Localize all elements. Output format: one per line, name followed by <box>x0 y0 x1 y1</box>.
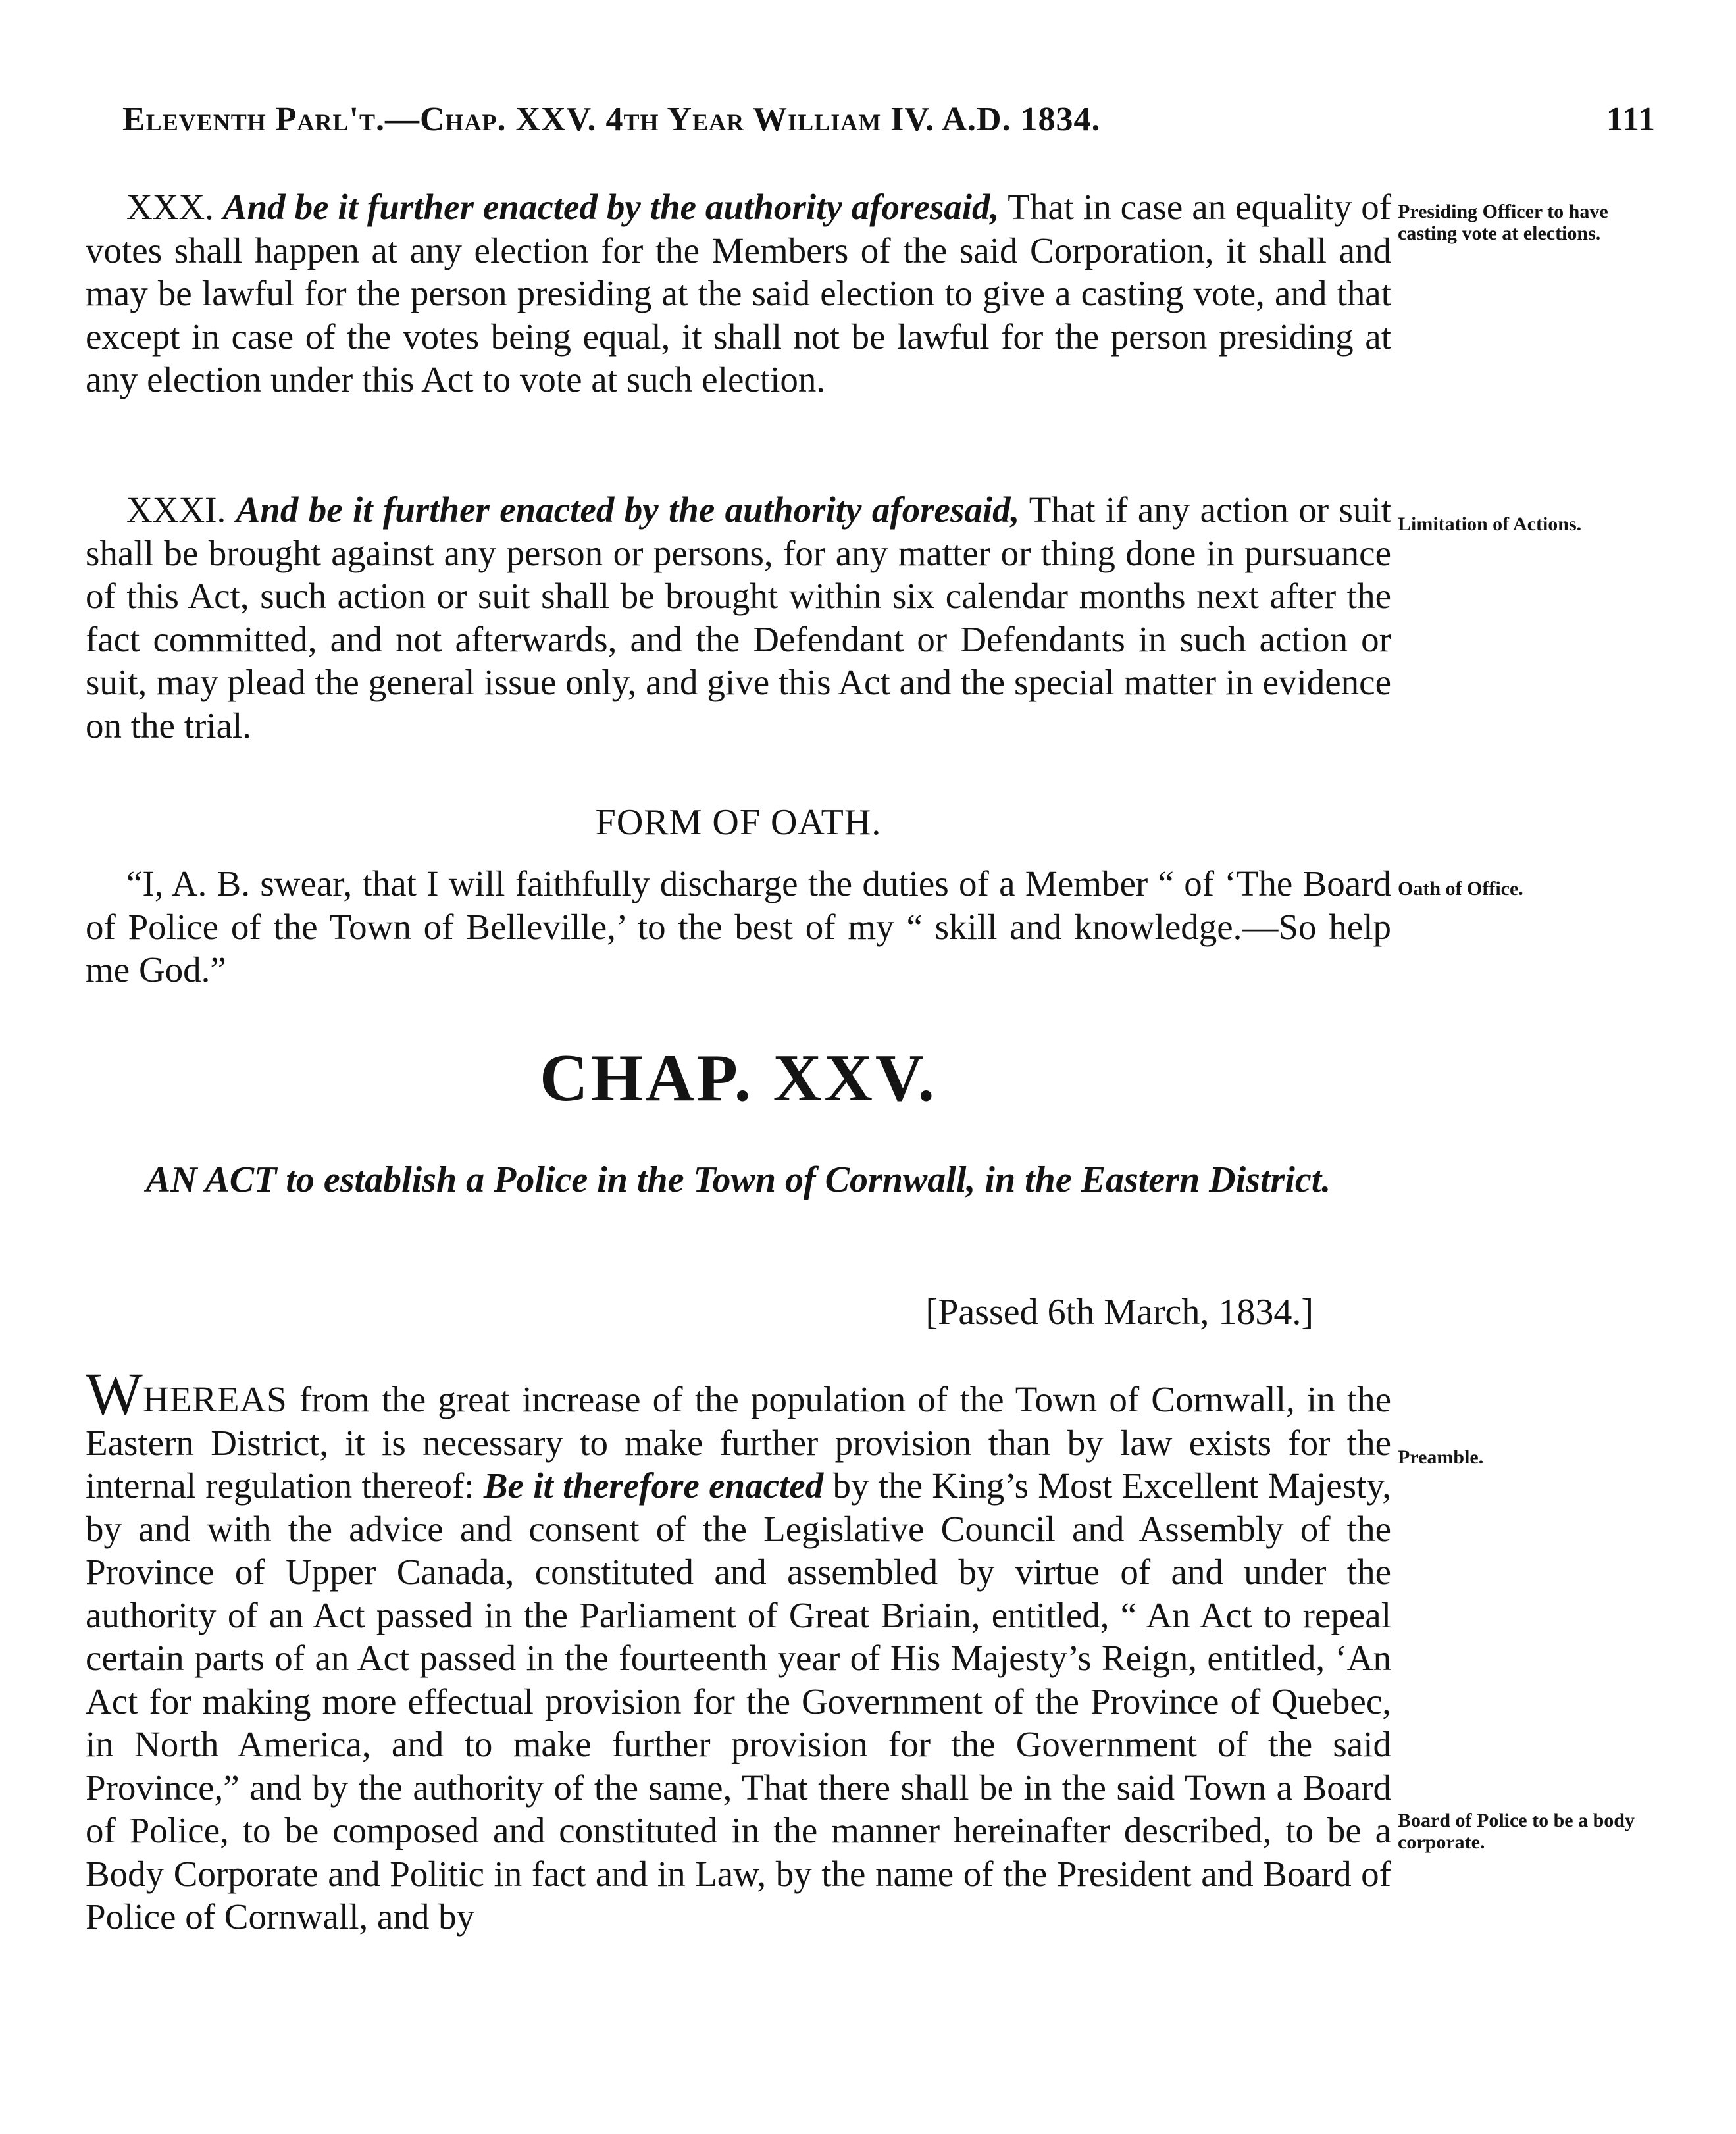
section-xxx-text: That in case an equality of votes shall happen at any election for the Members of the said Corporation, it shall and may be lawful for the person presiding at the said election to give a casting vote, and that except in case of the votes being equal, it shall not be lawful for the person presiding at any election under this Act to vote at such election. <box>86 187 1392 399</box>
act-title: AN ACT to establish a Police in the Town of Cornwall, in the Eastern District. <box>145 1159 1331 1200</box>
section-xxxi-enacting-clause: And be it further enacted by the authority aforesaid, <box>236 490 1020 530</box>
preamble-text-body: by the King’s Most Excellent Majesty, by and with the advice and consent of the Legislative Council and Assembly of the Province of Upper Canada, constituted and assembled by virtue of and under the authority of an Act passed in the Parliament of Great Briain, entitled, “ An Act to repeal certain parts of an Act passed in the fourteenth year of His Majesty’s Reign, entitled, ‘An Act for making more effectual provision for the Government of the Province of Quebec, in North America, and to make further provision for the Government of the said Province,” and by the authority of the same, That there shall be in the said Town a Board of Police, to be composed and constituted in the manner hereinafter described, to be a Body Corporate and Politic in fact and in Law, by the name of the President and Board of Police of Cornwall, and by <box>86 1465 1391 1937</box>
section-xxxi-paragraph <box>86 488 1391 747</box>
preamble-enacting-emphasis: Be it therefore enacted <box>483 1465 824 1506</box>
oath-text: “I, A. B. swear, that I will faithfully discharge the duties of a Member “ of ‘The Board of Police of the Town of Belleville,’ to the best of my “ skill and knowledge.—So help me God.” <box>86 863 1391 990</box>
drop-cap: W <box>86 1360 143 1427</box>
preamble-paragraph <box>86 1360 1392 1939</box>
margin-note-oath-of-office: Oath of Office. <box>1398 878 1523 900</box>
preamble-lead-word: HEREAS <box>142 1379 288 1419</box>
passed-date: [Passed 6th March, 1834.] <box>925 1292 1314 1333</box>
section-xxx-enacting-clause: And be it further enacted by the authority aforesaid, <box>222 187 1000 227</box>
section-xxx <box>86 186 1391 401</box>
preamble-block <box>86 1360 1392 1939</box>
page-number: 111 <box>1606 101 1656 138</box>
section-xxxi <box>86 488 1391 747</box>
running-header <box>122 100 1656 153</box>
form-of-oath-heading: FORM OF OATH. <box>595 802 882 843</box>
chapter-heading: CHAP. XXV. <box>540 1041 937 1115</box>
margin-note-preamble: Preamble. <box>1398 1446 1484 1468</box>
margin-note-limitation: Limitation of Actions. <box>1398 513 1582 535</box>
running-title: Eleventh Parl't.—Chap. XXV. 4th Year William IV. A.D. 1834. <box>122 101 1101 138</box>
section-xxx-numeral: XXX. <box>126 187 214 227</box>
section-xxxi-text: That if any action or suit shall be brought against any person or persons, for any matter or thing done in pursuance of this Act, such action or suit shall be brought within six calendar months next after the fact committed, and not afterwards, and the Defendant or Defendants in such action or suit, may plead the general issue only, and give this Act and the special matter in evidence on the trial. <box>86 490 1392 746</box>
margin-note-board-corporate: Board of Police to be a body corporate. <box>1398 1810 1635 1853</box>
preamble-text-opening: from the great increase of the population of the Town of Cornwall, in the Eastern District, it is necessary to make further provision than by law exists for the internal regulation thereof: <box>86 1379 1392 1506</box>
oath-block <box>86 862 1391 992</box>
section-xxx-paragraph <box>86 186 1391 401</box>
margin-note-presiding-officer: Presiding Officer to have casting vote at elections. <box>1398 201 1608 244</box>
section-xxxi-numeral: XXXI. <box>126 490 226 530</box>
